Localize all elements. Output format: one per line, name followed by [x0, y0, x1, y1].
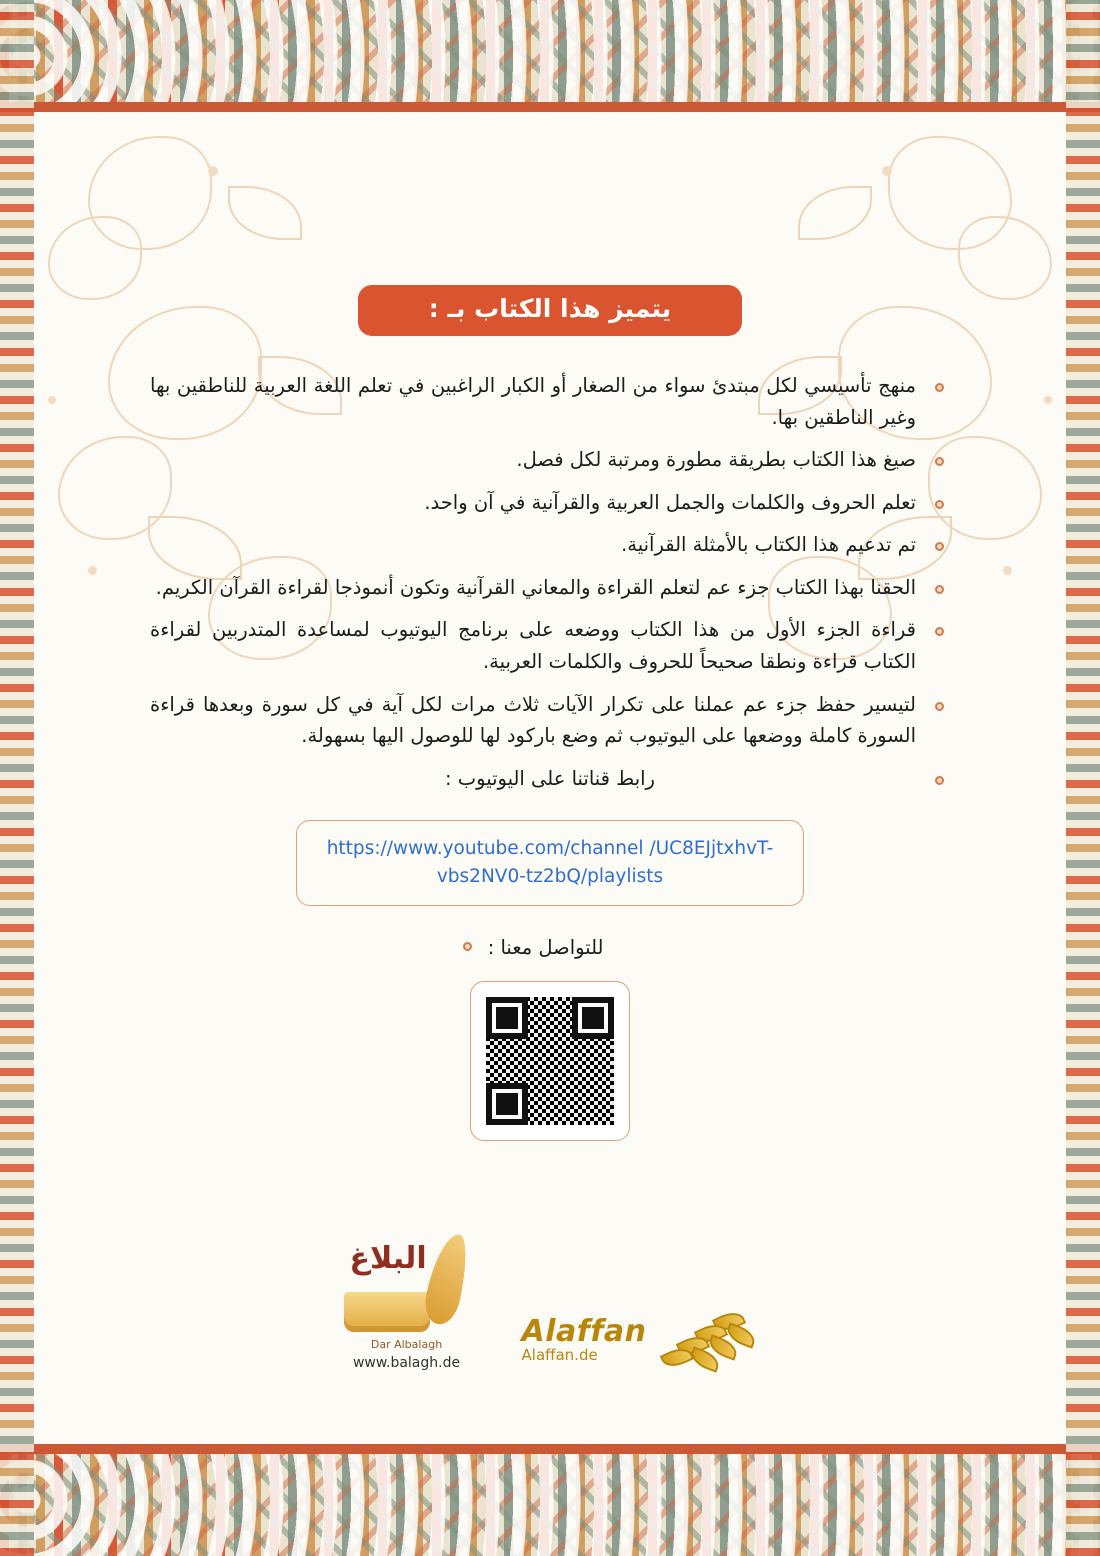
- alaffan-logo: [522, 1309, 769, 1371]
- balagh-book-quill-icon: [332, 1233, 482, 1338]
- list-item: منهج تأسيسي لكل مبتدئ سواء من الصغار أو الكبار الراغبين في تعلم اللغة العربية للناطقين بها وغير الناطقين بها.: [150, 370, 950, 433]
- contact-label-text: للتواصل معنا :: [487, 935, 604, 959]
- list-item: لتيسير حفظ جزء عم عملنا على تكرار الآيات ثلاث مرات لكل آية في كل سورة وبعدها قراءة السورة كاملة ووضعها على اليوتيوب ثم وضع باركود لها للوصول اليها بسهولة.: [150, 689, 950, 752]
- list-item: تم تدعيم هذا الكتاب بالأمثلة القرآنية.: [150, 529, 950, 561]
- ornamental-border-bottom: [0, 1444, 1100, 1556]
- alaffan-wordmark: [522, 1316, 647, 1363]
- list-item: الحقنا بهذا الكتاب جزء عم لتعلم القراءة والمعاني القرآنية وتكون أنموذجا لقراءة القرآن الكريم.: [150, 572, 950, 604]
- list-item-youtube-text: رابط قناتنا على اليوتيوب :: [445, 766, 655, 790]
- publisher-logos: [0, 1233, 1100, 1371]
- balagh-subtitle: Dar Albalagh: [370, 1338, 443, 1351]
- list-item: صيغ هذا الكتاب بطريقة مطورة ومرتبة لكل فصل.: [150, 444, 950, 476]
- youtube-channel-link[interactable]: https://www.youtube.com/channel /UC8EJjtxhvT-vbs2NV0-tz2bQ/playlists: [296, 820, 804, 906]
- bullet-icon: [463, 942, 472, 951]
- features-list: [150, 370, 950, 794]
- section-title-banner: يتميز هذا الكتاب بـ :: [358, 285, 742, 336]
- list-item-youtube-label: [150, 763, 950, 795]
- content-area: [150, 285, 950, 1141]
- alaffan-name: Alaffan: [521, 1314, 647, 1350]
- balagh-url: www.balagh.de: [352, 1355, 461, 1371]
- ornamental-border-top: [0, 0, 1100, 112]
- qr-code-container[interactable]: [470, 981, 630, 1141]
- list-item: تعلم الحروف والكلمات والجمل العربية والقرآنية في آن واحد.: [150, 487, 950, 519]
- balagh-arabic-name: البلاغ: [349, 1241, 427, 1276]
- wheat-icon: [656, 1309, 768, 1371]
- contact-label-row: [150, 936, 950, 959]
- alaffan-site: Alaffan.de: [521, 1345, 598, 1364]
- list-item: قراءة الجزء الأول من هذا الكتاب ووضعه على برنامج اليوتيوب لمساعدة المتدربين لقراءة الكتاب قراءة ونطقا صحيحاً للحروف والكلمات العربية.: [150, 614, 950, 677]
- qr-code-icon: [486, 997, 614, 1125]
- balagh-logo: [332, 1233, 482, 1371]
